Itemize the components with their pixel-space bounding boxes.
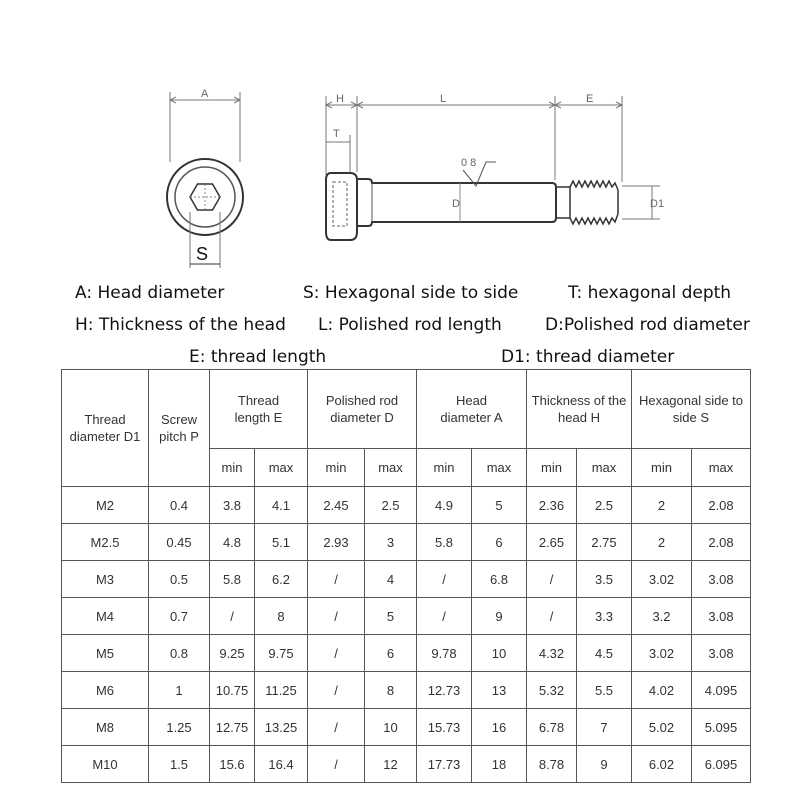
cell-d-min: /	[308, 561, 365, 598]
cell-a-min: 17.73	[417, 746, 472, 783]
cell-pitch: 1	[149, 672, 210, 709]
legend-d: D:Polished rod diameter	[545, 315, 750, 335]
cell-e-min: 5.8	[210, 561, 255, 598]
cell-d-max: 2.5	[365, 487, 417, 524]
header-polished-rod-diameter: Polished rod diameter D	[308, 370, 417, 449]
table-row	[62, 635, 751, 672]
cell-s-min: 5.02	[632, 709, 692, 746]
cell-s-min: 2	[632, 487, 692, 524]
cell-s-min: 6.02	[632, 746, 692, 783]
cell-a-min: 15.73	[417, 709, 472, 746]
header-hex-side: Hexagonal side to side S	[632, 370, 751, 449]
cell-thread: M4	[62, 598, 149, 635]
cell-s-min: 3.2	[632, 598, 692, 635]
cell-thread: M5	[62, 635, 149, 672]
cell-e-min: 10.75	[210, 672, 255, 709]
legend-d1: D1: thread diameter	[501, 347, 675, 367]
label-h: H	[336, 93, 344, 105]
legend-t: T: hexagonal depth	[568, 283, 732, 303]
cell-e-min: 4.8	[210, 524, 255, 561]
subheader-min: min	[210, 449, 255, 487]
cell-a-min: 5.8	[417, 524, 472, 561]
subheader-min: min	[527, 449, 577, 487]
table-row	[62, 561, 751, 598]
subheader-max: max	[365, 449, 417, 487]
cell-a-max: 13	[472, 672, 527, 709]
legend-e: E: thread length	[189, 347, 327, 367]
spec-table	[61, 369, 751, 783]
cell-h-min: /	[527, 561, 577, 598]
cell-pitch: 1.5	[149, 746, 210, 783]
subheader-max: max	[577, 449, 632, 487]
label-d1: D1	[650, 198, 665, 210]
cell-d-max: 8	[365, 672, 417, 709]
cell-a-max: 9	[472, 598, 527, 635]
cell-pitch: 1.25	[149, 709, 210, 746]
cell-s-max: 4.095	[692, 672, 751, 709]
table-header-row	[62, 370, 751, 449]
cell-d-max: 10	[365, 709, 417, 746]
cell-e-max: 13.25	[255, 709, 308, 746]
cell-h-min: 2.65	[527, 524, 577, 561]
legend-a: A: Head diameter	[75, 283, 225, 303]
cell-thread: M3	[62, 561, 149, 598]
label-l: L	[440, 93, 447, 105]
cell-h-min: 6.78	[527, 709, 577, 746]
cell-a-min: /	[417, 598, 472, 635]
cell-a-max: 16	[472, 709, 527, 746]
cell-h-max: 2.5	[577, 487, 632, 524]
subheader-min: min	[417, 449, 472, 487]
table-row	[62, 598, 751, 635]
cell-a-min: /	[417, 561, 472, 598]
cell-d-min: /	[308, 672, 365, 709]
screw-side-view	[326, 96, 660, 240]
header-head-diameter: Head diameter A	[417, 370, 527, 449]
cell-e-max: 16.4	[255, 746, 308, 783]
cell-e-min: 15.6	[210, 746, 255, 783]
cell-pitch: 0.8	[149, 635, 210, 672]
cell-e-max: 6.2	[255, 561, 308, 598]
cell-e-max: 4.1	[255, 487, 308, 524]
cell-d-max: 5	[365, 598, 417, 635]
subheader-max: max	[472, 449, 527, 487]
cell-d-min: 2.45	[308, 487, 365, 524]
label-finish: 0 8	[461, 157, 477, 169]
cell-s-max: 3.08	[692, 561, 751, 598]
subheader-min: min	[308, 449, 365, 487]
cell-d-min: /	[308, 746, 365, 783]
legend-l: L: Polished rod length	[318, 315, 502, 335]
cell-e-min: 12.75	[210, 709, 255, 746]
cell-e-min: 3.8	[210, 487, 255, 524]
label-a: A	[201, 88, 209, 100]
cell-e-max: 8	[255, 598, 308, 635]
cell-s-min: 4.02	[632, 672, 692, 709]
cell-h-min: 4.32	[527, 635, 577, 672]
cell-h-max: 9	[577, 746, 632, 783]
cell-d-max: 3	[365, 524, 417, 561]
cell-s-max: 5.095	[692, 709, 751, 746]
subheader-max: max	[692, 449, 751, 487]
cell-s-min: 2	[632, 524, 692, 561]
legend-h: H: Thickness of the head	[75, 315, 286, 335]
cell-d-max: 4	[365, 561, 417, 598]
cell-pitch: 0.4	[149, 487, 210, 524]
cell-a-max: 5	[472, 487, 527, 524]
header-screw-pitch: Screw pitch P	[149, 370, 210, 487]
cell-d-min: /	[308, 598, 365, 635]
cell-a-max: 18	[472, 746, 527, 783]
cell-h-min: 5.32	[527, 672, 577, 709]
cell-h-min: 8.78	[527, 746, 577, 783]
cell-a-max: 6	[472, 524, 527, 561]
shoulder-screw-drawing	[0, 0, 800, 280]
cell-s-max: 2.08	[692, 524, 751, 561]
cell-e-min: /	[210, 598, 255, 635]
cell-thread: M6	[62, 672, 149, 709]
cell-a-max: 10	[472, 635, 527, 672]
label-s: S	[196, 244, 209, 264]
cell-h-max: 7	[577, 709, 632, 746]
cell-h-min: /	[527, 598, 577, 635]
header-head-thickness: Thickness of the head H	[527, 370, 632, 449]
cell-e-max: 5.1	[255, 524, 308, 561]
cell-thread: M2.5	[62, 524, 149, 561]
subheader-min: min	[632, 449, 692, 487]
header-thread-length: Thread length E	[210, 370, 308, 449]
table-row	[62, 672, 751, 709]
cell-pitch: 0.7	[149, 598, 210, 635]
table-row	[62, 524, 751, 561]
cell-thread: M8	[62, 709, 149, 746]
cell-s-min: 3.02	[632, 561, 692, 598]
cell-e-max: 11.25	[255, 672, 308, 709]
label-d: D	[452, 198, 460, 210]
head-end-view	[167, 92, 243, 268]
header-thread-diameter: Thread diameter D1	[62, 370, 149, 487]
cell-thread: M2	[62, 487, 149, 524]
cell-a-min: 12.73	[417, 672, 472, 709]
cell-s-max: 2.08	[692, 487, 751, 524]
cell-h-max: 2.75	[577, 524, 632, 561]
cell-a-max: 6.8	[472, 561, 527, 598]
cell-a-min: 9.78	[417, 635, 472, 672]
cell-d-max: 6	[365, 635, 417, 672]
cell-h-max: 5.5	[577, 672, 632, 709]
cell-h-max: 3.3	[577, 598, 632, 635]
label-t: T	[333, 128, 340, 140]
table-row	[62, 746, 751, 783]
cell-s-max: 6.095	[692, 746, 751, 783]
cell-pitch: 0.45	[149, 524, 210, 561]
cell-h-max: 4.5	[577, 635, 632, 672]
cell-d-max: 12	[365, 746, 417, 783]
cell-thread: M10	[62, 746, 149, 783]
cell-e-min: 9.25	[210, 635, 255, 672]
cell-d-min: /	[308, 709, 365, 746]
cell-d-min: /	[308, 635, 365, 672]
cell-e-max: 9.75	[255, 635, 308, 672]
table-row	[62, 709, 751, 746]
cell-s-min: 3.02	[632, 635, 692, 672]
cell-pitch: 0.5	[149, 561, 210, 598]
subheader-max: max	[255, 449, 308, 487]
cell-s-max: 3.08	[692, 598, 751, 635]
cell-d-min: 2.93	[308, 524, 365, 561]
legend-s: S: Hexagonal side to side	[303, 283, 519, 303]
table-row	[62, 487, 751, 524]
cell-h-max: 3.5	[577, 561, 632, 598]
cell-h-min: 2.36	[527, 487, 577, 524]
label-e: E	[586, 93, 594, 105]
cell-s-max: 3.08	[692, 635, 751, 672]
cell-a-min: 4.9	[417, 487, 472, 524]
